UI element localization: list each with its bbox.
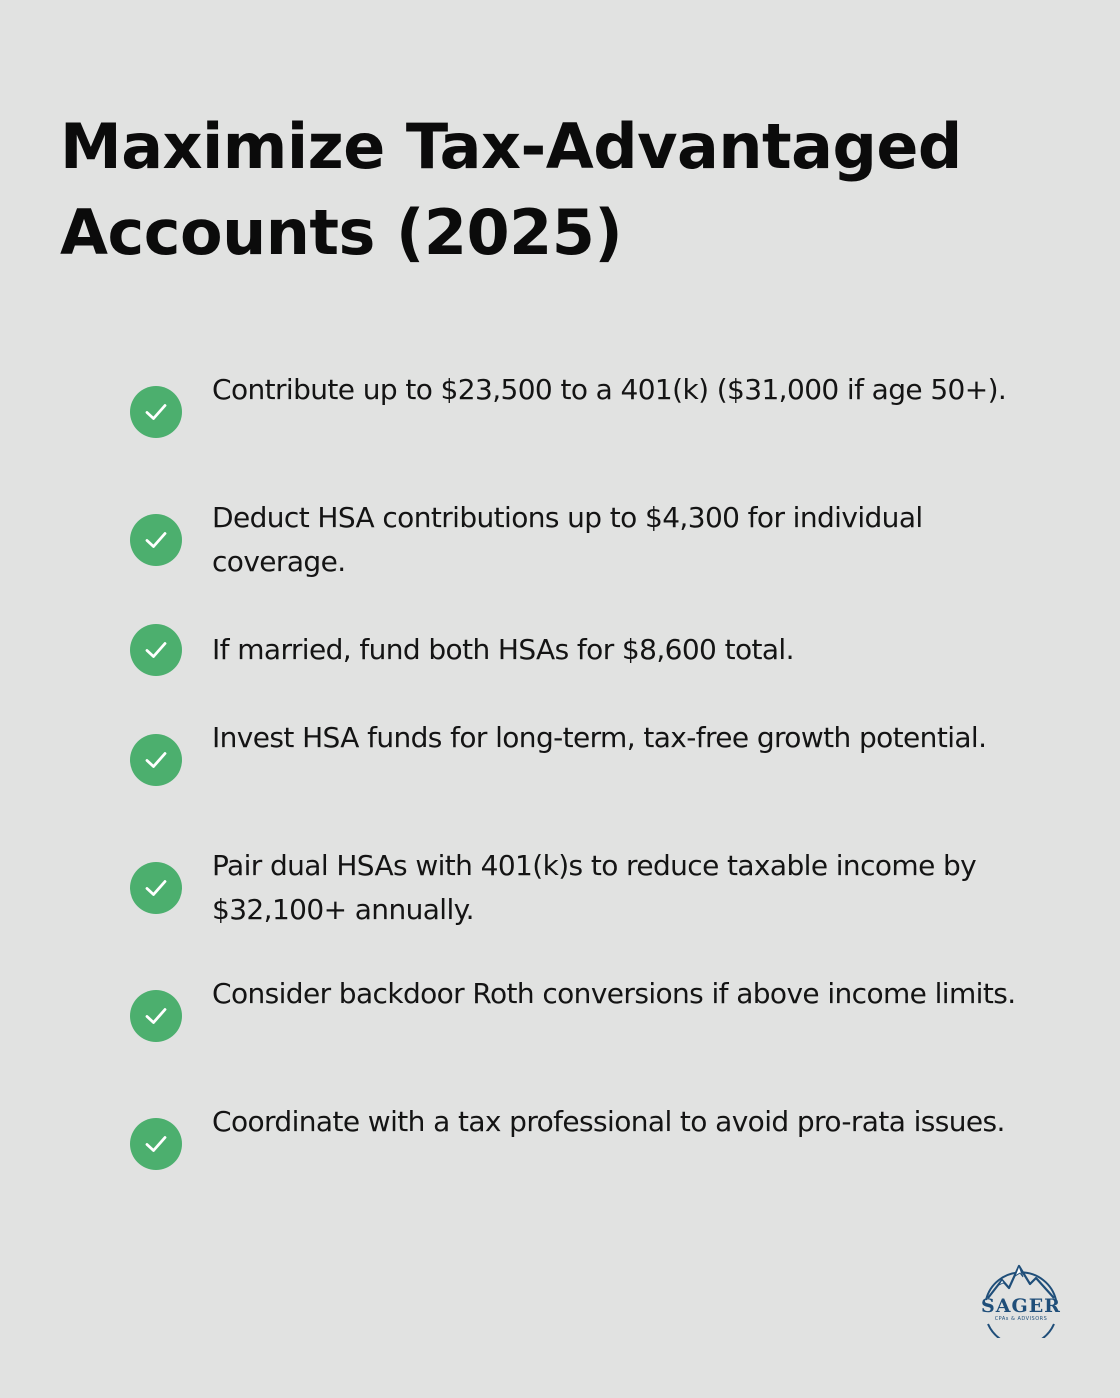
check-icon [130,734,182,786]
list-item-text: If married, fund both HSAs for $8,600 total. [212,633,794,666]
page-title: Maximize Tax-Advantaged Accounts (2025) [60,110,962,269]
list-item-text: Pair dual HSAs with 401(k)s to reduce taxable income by $32,100+ annually. [212,849,977,926]
check-icon [130,1118,182,1170]
check-icon [130,990,182,1042]
check-icon [130,624,182,676]
check-icon [130,514,182,566]
logo-tagline: CPAs & ADVISORS [994,1316,1048,1322]
logo-name: SAGER [981,1295,1061,1317]
check-icon [130,862,182,914]
check-icon [130,386,182,438]
sager-logo [974,1258,1068,1338]
list-item-text: Deduct HSA contributions up to $4,300 for individual coverage. [212,501,923,578]
list-item-text: Consider backdoor Roth conversions if above income limits. [212,977,1016,1010]
list-item-text: Contribute up to $23,500 to a 401(k) ($31,000 if age 50+). [212,373,1007,406]
list-item-text: Invest HSA funds for long-term, tax-free growth potential. [212,721,987,754]
list-item-text: Coordinate with a tax professional to avoid pro-rata issues. [212,1105,1005,1138]
